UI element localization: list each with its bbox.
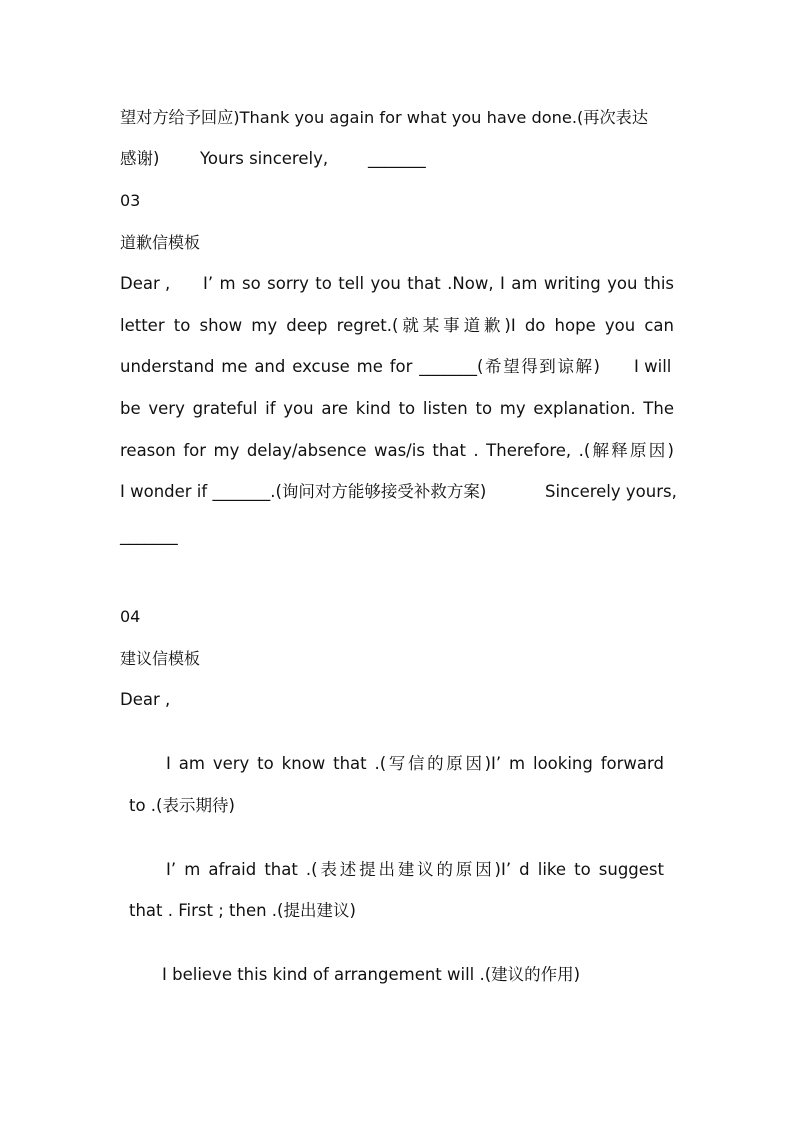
section03-closing: Sincerely yours,: [545, 482, 677, 501]
section03-line6: I wonder if _______.(询问对方能够接受补救方案): [120, 482, 487, 501]
section02-line1: 望对方给予回应)Thank you again for what you have done.(再次表达: [120, 108, 649, 127]
section03-line3-end: I will: [634, 357, 672, 376]
section03-line3: understand me and excuse me for _______(希望得到谅解): [120, 357, 600, 376]
section04-title: 建议信模板: [120, 649, 201, 668]
section03-title: 道歉信模板: [120, 233, 201, 252]
section04-dear: Dear ,: [120, 690, 171, 709]
section02-line2-thanks: 感谢): [120, 149, 160, 168]
section03-number: 03: [120, 191, 141, 210]
section03-signature-blank: _______: [120, 526, 178, 545]
section03-line2: letter to show my deep regret.(就某事道歉)I do hope you can: [120, 316, 674, 335]
section04-number: 04: [120, 607, 141, 626]
section03-line4: be very grateful if you are kind to listen to my explanation. The: [120, 399, 674, 418]
section04-paragraph3: I believe this kind of arrangement will .(建议的作用): [162, 965, 581, 984]
section02-line2-signature-blank: _______: [368, 149, 426, 168]
section03-line1: I’ m so sorry to tell you that .Now, I am writing you this: [203, 274, 674, 293]
section04-paragraph2-line1: I’ m afraid that .(表述提出建议的原因)I’ d like to suggest: [166, 860, 664, 879]
section03-line5: reason for my delay/absence was/is that . Therefore, .(解释原因): [120, 441, 674, 460]
section02-line2-closing: Yours sincerely,: [200, 149, 329, 168]
section04-paragraph2-line2: that . First ; then .(提出建议): [129, 901, 356, 920]
section04-paragraph1-line2: to .(表示期待): [129, 796, 235, 815]
section04-paragraph1-line1: I am very to know that .(写信的原因)I’ m looking forward: [166, 754, 664, 773]
section03-dear: Dear ,: [120, 274, 171, 293]
